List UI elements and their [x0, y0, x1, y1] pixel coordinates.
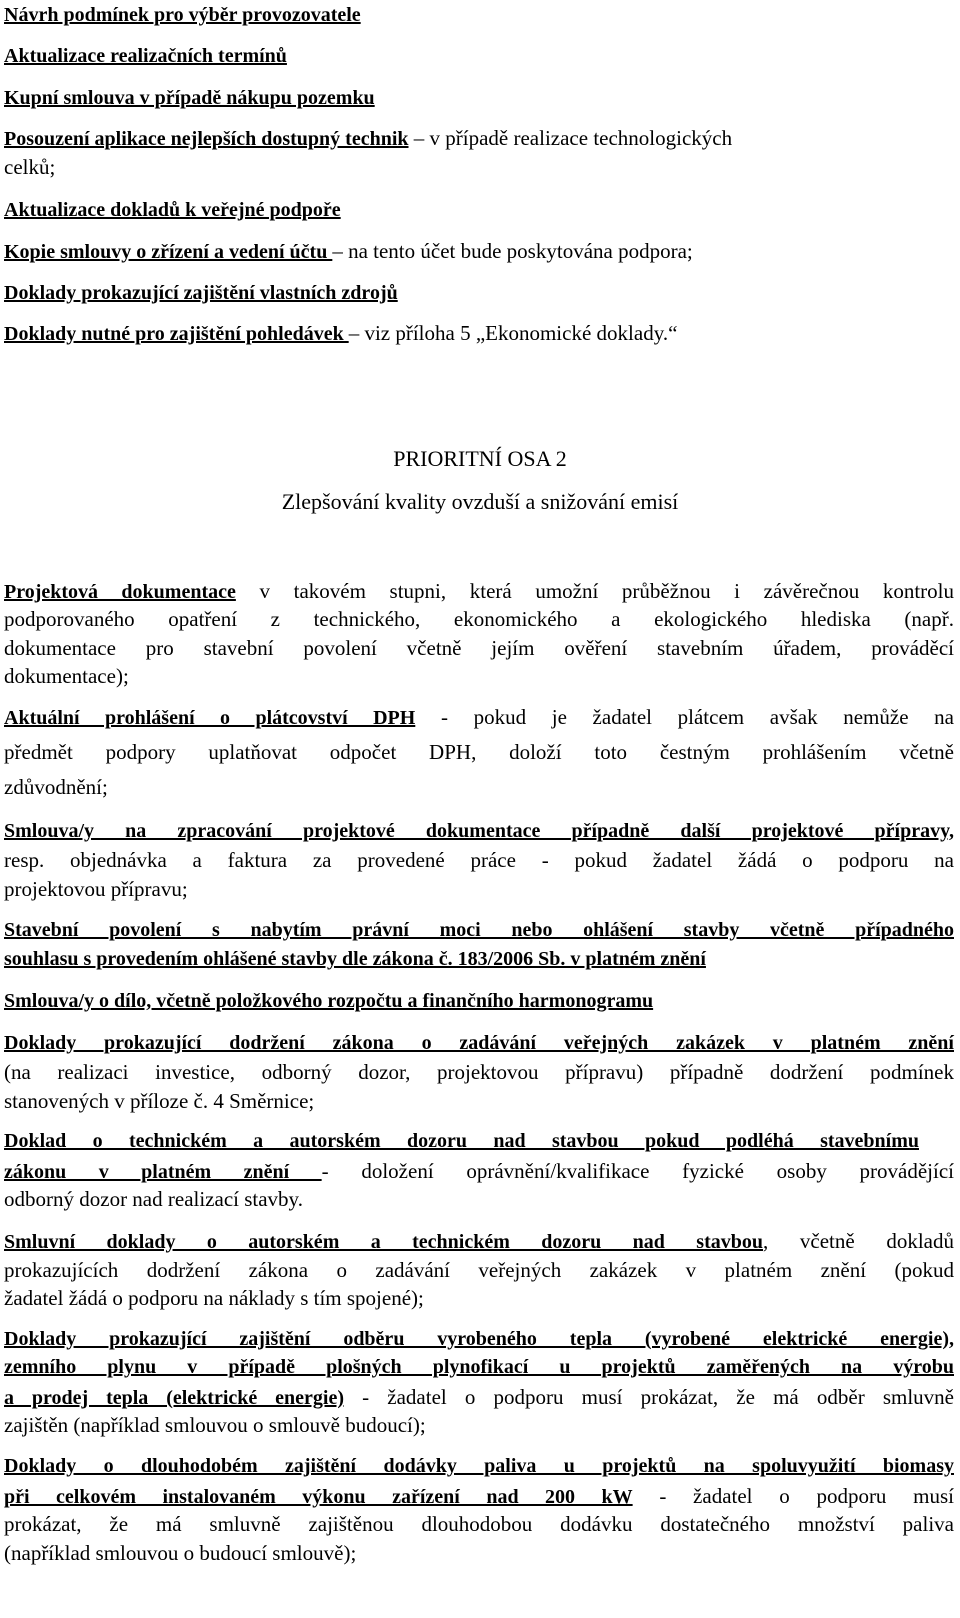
- paragraph-line: prokazujících dodržení zákona o zadávání veřejných zakázek v platném znění (pokud: [4, 1258, 954, 1282]
- list-item: [4, 2, 361, 27]
- section-title: PRIORITNÍ OSA 2: [393, 446, 567, 471]
- item-text: v takovém stupni, která umožní průběžnou i závěrečnou kontrolu: [235, 579, 955, 603]
- list-item: [4, 155, 55, 180]
- list-item-text: – na tento účet bude poskytována podpora;: [332, 239, 693, 263]
- item-bold: souhlasu s provedením ohlášené stavby dle zákona č. 183/2006 Sb. v platném znění: [4, 948, 706, 970]
- paragraph-line: předmět podpory uplatňovat odpočet DPH, doloží toto čestným prohlášením včetně: [4, 740, 954, 764]
- item-bold: zákonu v platném znění: [4, 1161, 322, 1183]
- paragraph-line: [4, 1484, 954, 1509]
- item-bold: Doklady prokazující dodržení zákona o zadávání veřejných zakázek v platném znění: [4, 1032, 954, 1054]
- list-item: [4, 321, 677, 346]
- list-item-bold: Aktualizace realizačních termínů: [4, 45, 287, 67]
- paragraph-line: projektovou přípravu;: [4, 877, 188, 901]
- item-bold: zemního plynu v případě plošných plynofikací u projektů zaměřených na výrobu: [4, 1356, 954, 1378]
- list-item: [4, 197, 341, 222]
- item-bold: Aktuální prohlášení o plátcovství DPH: [4, 707, 416, 729]
- paragraph-line: dokumentace pro stavební povolení včetně jejím ověření stavebním úřadem, prováděcí: [4, 636, 954, 660]
- paragraph-line: (na realizaci investice, odborný dozor, projektovou přípravu) případně dodržení podmínek: [4, 1060, 954, 1084]
- item-bold: Projektová dokumentace: [4, 581, 236, 603]
- item-text: , včetně dokladů: [763, 1229, 954, 1253]
- item-bold: Smlouva/y o dílo, včetně položkového rozpočtu a finančního harmonogramu: [4, 990, 654, 1012]
- item-text: - doložení oprávnění/kvalifikace fyzické osoby provádějící: [321, 1159, 954, 1183]
- list-item-bold: Aktualizace dokladů k veřejné podpoře: [4, 199, 341, 221]
- list-item-text: – v případě realizace technologických: [408, 126, 733, 150]
- paragraph-line: [4, 1385, 954, 1410]
- item-bold: Smluvní doklady o autorském a technickém dozoru nad stavbou: [4, 1231, 763, 1253]
- item-bold: a prodej tepla (elektrické energie): [4, 1387, 344, 1409]
- paragraph-line: [4, 579, 954, 604]
- item-bold: při celkovém instalovaném výkonu zařízení nad 200 kW: [4, 1486, 633, 1508]
- list-item: [4, 280, 398, 305]
- paragraph-line: [4, 1229, 954, 1254]
- paragraph-line: [4, 1159, 954, 1184]
- paragraph-line: zdůvodnění;: [4, 775, 108, 799]
- list-item-bold: Posouzení aplikace nejlepších dostupný technik: [4, 128, 409, 150]
- item-bold: Doklady prokazující zajištění odběru vyrobeného tepla (vyrobené elektrické energie),: [4, 1328, 954, 1350]
- paragraph-line: (například smlouvou o budoucí smlouvě);: [4, 1541, 357, 1565]
- item-text: - žadatel o podporu musí prokázat, že má odběr smluvně: [344, 1385, 954, 1409]
- paragraph-line: podporovaného opatření z technického, ekonomického a ekologického hlediska (např.: [4, 607, 954, 631]
- paragraph-line: zajištěn (například smlouvou o smlouvě budoucí);: [4, 1413, 426, 1437]
- item-bold: Smlouva/y na zpracování projektové dokumentace případně další projektové přípravy,: [4, 820, 954, 842]
- paragraph-line: dokumentace);: [4, 664, 129, 688]
- item-bold: Doklady o dlouhodobém zajištění dodávky paliva u projektů na spoluvyužití biomasy: [4, 1455, 954, 1477]
- section-subtitle: Zlepšování kvality ovzduší a snižování emisí: [281, 489, 679, 514]
- list-item-bold: Kopie smlouvy o zřízení a vedení účtu: [4, 241, 333, 263]
- item-text: - pokud je žadatel plátcem avšak nemůže na: [415, 705, 955, 729]
- item-bold: Stavební povolení s nabytím právní moci nebo ohlášení stavby včetně případného: [4, 919, 954, 941]
- list-item-bold: Doklady nutné pro zajištění pohledávek: [4, 323, 349, 345]
- list-item-text: celků;: [4, 155, 56, 179]
- paragraph-line: odborný dozor nad realizací stavby.: [4, 1187, 303, 1211]
- list-item-bold: Kupní smlouva v případě nákupu pozemku: [4, 87, 375, 109]
- paragraph-line: stanovených v příloze č. 4 Směrnice;: [4, 1089, 315, 1113]
- item-text: - žadatel o podporu musí: [632, 1484, 954, 1508]
- list-item: [4, 239, 693, 264]
- list-item-text: – viz příloha 5 „Ekonomické doklady.“: [348, 321, 678, 345]
- paragraph-line: prokázat, že má smluvně zajištěnou dlouhodobou dodávku dostatečného množství paliva: [4, 1512, 954, 1536]
- list-item-bold: Doklady prokazující zajištění vlastních zdrojů: [4, 282, 398, 304]
- item-bold: Doklad o technickém a autorském dozoru nad stavbou pokud podléhá stavebnímu: [4, 1130, 919, 1152]
- paragraph-line: žadatel žádá o podporu na náklady s tím spojené);: [4, 1286, 424, 1310]
- list-item: [4, 43, 287, 68]
- list-item: [4, 126, 732, 151]
- list-item: [4, 85, 375, 110]
- paragraph-line: [4, 705, 954, 730]
- list-item-bold: Návrh podmínek pro výběr provozovatele: [4, 4, 361, 26]
- paragraph-line: resp. objednávka a faktura za provedené práce - pokud žadatel žádá o podporu na: [4, 848, 954, 872]
